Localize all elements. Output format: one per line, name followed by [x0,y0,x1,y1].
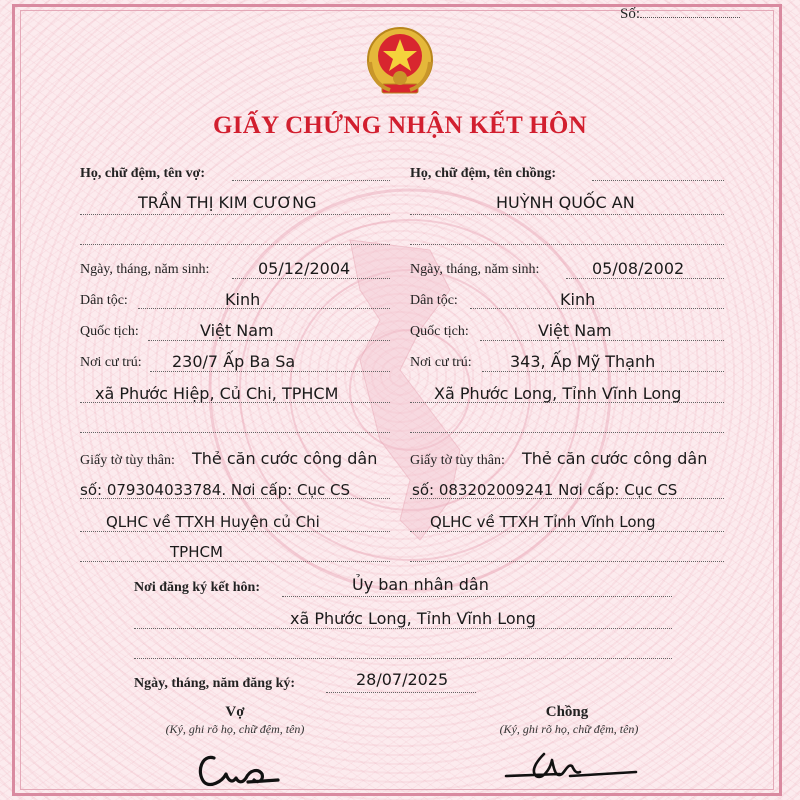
husband-nationality-label: Quốc tịch: [410,324,469,339]
dotted-line [150,371,390,372]
dotted-line [232,180,390,181]
dotted-line [232,278,390,279]
dotted-line [566,278,724,279]
national-emblem-icon [360,22,440,102]
wife-signature-label: Vợ [225,704,245,720]
dotted-line [148,340,390,341]
wife-nationality-label: Quốc tịch: [80,324,139,339]
wife-id-label: Giấy tờ tùy thân: [80,453,175,468]
dotted-line [282,596,672,597]
dotted-line [80,244,390,245]
husband-signature-hint: (Ký, ghi rõ họ, chữ đệm, tên) [499,722,639,736]
registration-place-2: xã Phước Long, Tỉnh Vĩnh Long [290,609,536,628]
dotted-line [138,308,390,309]
husband-nationality: Việt Nam [538,321,612,340]
husband-ethnic-label: Dân tộc: [410,293,458,308]
wife-signature-hint: (Ký, ghi rõ họ, chữ đệm, tên) [165,722,305,736]
husband-name-label: Họ, chữ đệm, tên chồng: [410,166,557,181]
wife-residence-2: xã Phước Hiệp, Củ Chi, TPHCM [95,384,339,403]
wife-ethnic-label: Dân tộc: [80,293,128,308]
husband-id-2: số: 083202009241 Nơi cấp: Cục CS [412,481,678,499]
wife-nationality: Việt Nam [200,321,274,340]
husband-signature-label: Chồng [545,704,589,720]
dotted-line [480,340,724,341]
dotted-line [134,658,672,659]
dotted-line [80,531,390,532]
wife-dob-label: Ngày, tháng, năm sinh: [80,262,210,277]
document-title: GIẤY CHỨNG NHẬN KẾT HÔN [212,112,588,139]
husband-dob-label: Ngày, tháng, năm sinh: [410,262,540,277]
dotted-line [592,180,724,181]
registration-date: 28/07/2025 [356,670,449,689]
husband-id-3: QLHC về TTXH Tỉnh Vĩnh Long [430,513,656,531]
wife-id-2: số: 079304033784. Nơi cấp: Cục CS [80,481,350,499]
number-dots [640,6,740,18]
registration-place-1: Ủy ban nhân dân [352,575,489,594]
wife-id-4: TPHCM [170,543,223,561]
wife-residence-1: 230/7 Ấp Ba Sa [172,352,296,371]
wife-id-3: QLHC về TTXH Huyện củ Chi [106,513,320,531]
wife-name: TRẦN THỊ KIM CƯƠNG [138,193,317,212]
husband-name: HUỲNH QUỐC AN [496,193,635,212]
registration-place-label: Nơi đăng ký kết hôn: [134,580,261,595]
dotted-line [410,432,724,433]
registration-date-label: Ngày, tháng, năm đăng ký: [134,676,296,691]
husband-ethnic: Kinh [560,290,596,309]
dotted-line [482,371,724,372]
wife-ethnic: Kinh [225,290,261,309]
dotted-line [410,214,724,215]
husband-id-label: Giấy tờ tùy thân: [410,453,505,468]
dotted-line [470,308,724,309]
husband-residence-label: Nơi cư trú: [410,355,472,370]
husband-id-1: Thẻ căn cước công dân [522,449,708,468]
husband-dob: 05/08/2002 [592,259,685,278]
dotted-line [410,244,724,245]
number-field [620,6,740,23]
dotted-line [80,561,390,562]
wife-name-label: Họ, chữ đệm, tên vợ: [80,166,206,181]
husband-residence-2: Xã Phước Long, Tỉnh Vĩnh Long [434,384,682,403]
dotted-line [410,531,724,532]
dotted-line [80,432,390,433]
wife-residence-label: Nơi cư trú: [80,355,142,370]
dotted-line [410,561,724,562]
dotted-line [134,628,672,629]
dotted-line [326,692,476,693]
wife-signature [192,742,282,792]
husband-signature [500,740,640,790]
dotted-line [80,214,390,215]
wife-id-1: Thẻ căn cước công dân [192,449,378,468]
wife-dob: 05/12/2004 [258,259,351,278]
husband-residence-1: 343, Ấp Mỹ Thạnh [510,352,656,371]
number-label: Số: [620,6,641,22]
